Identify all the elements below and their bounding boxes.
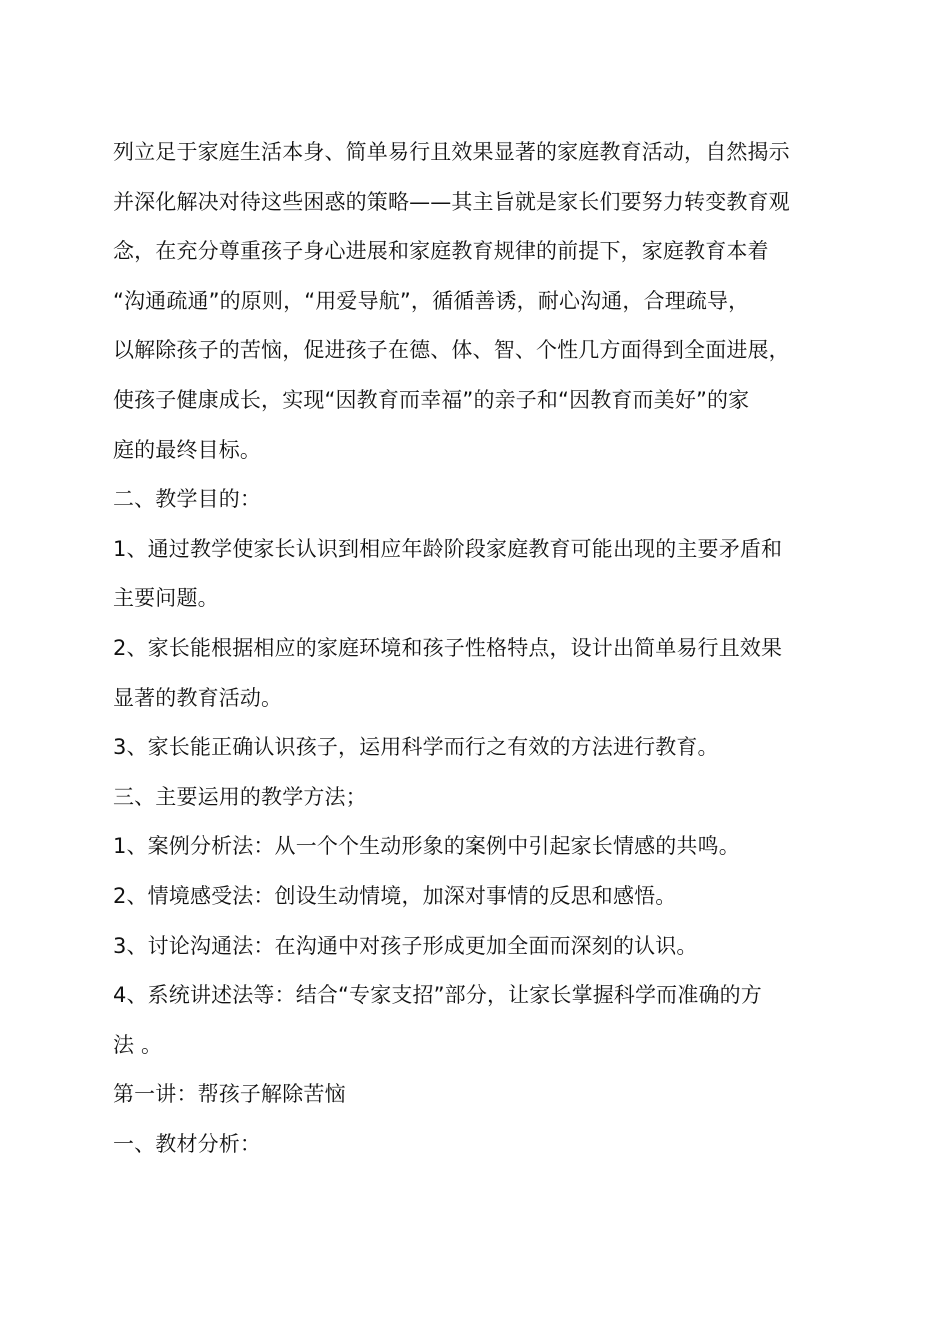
lecture-title: 第一讲：帮孩子解除苦恼 <box>113 1082 346 1107</box>
section-heading-material-analysis: 一、教材分析： <box>113 1131 262 1156</box>
method-item-1: 1、案例分析法：从一个个生动形象的案例中引起家长情感的共鸣。 <box>113 834 740 859</box>
method-item-3: 3、讨论沟通法：在沟通中对孩子形成更加全面而深刻的认识。 <box>113 933 698 958</box>
document-body <box>113 128 843 1169</box>
method-item-4-continued: 法 。 <box>113 1032 163 1057</box>
paragraph-line-1: 列立足于家庭生活本身、简单易行且效果显著的家庭教育活动，自然揭示 <box>113 140 790 164</box>
goal-item-3: 3、家长能正确认识孩子，运用科学而行之有效的方法进行教育。 <box>113 735 719 760</box>
paragraph-line-7: 庭的最终目标。 <box>113 437 262 462</box>
method-item-4: 4、系统讲述法等：结合“专家支招”部分，让家长掌握科学而准确的方 <box>113 983 762 1008</box>
paragraph-line-3: 念，在充分尊重孩子身心进展和家庭教育规律的前提下，家庭教育本着 <box>113 239 769 264</box>
goal-item-1: 1、通过教学使家长认识到相应年龄阶段家庭教育可能出现的主要矛盾和 <box>113 536 783 561</box>
goal-item-2: 2、家长能根据相应的家庭环境和孩子性格特点，设计出简单易行且效果 <box>113 635 783 660</box>
paragraph-line-4: “沟通疏通”的原则，“用爱导航”，循循善诱，耐心沟通，合理疏导， <box>113 288 750 313</box>
section-heading-teaching-methods: 三、主要运用的教学方法； <box>113 784 367 809</box>
section-heading-teaching-goals: 二、教学目的： <box>113 487 262 512</box>
paragraph-line-6: 使孩子健康成长，实现“因教育而幸福”的亲子和“因教育而美好”的家 <box>113 387 750 412</box>
goal-item-2-continued: 显著的教育活动。 <box>113 685 283 710</box>
paragraph-line-5: 以解除孩子的苦恼，促进孩子在德、体、智、个性几方面得到全面进展， <box>113 338 790 363</box>
goal-item-1-continued: 主要问题。 <box>113 586 219 611</box>
method-item-2: 2、情境感受法：创设生动情境，加深对事情的反思和感悟。 <box>113 883 677 908</box>
paragraph-line-2: 并深化解决对待这些困惑的策略——其主旨就是家长们要努力转变教育观 <box>113 189 790 214</box>
